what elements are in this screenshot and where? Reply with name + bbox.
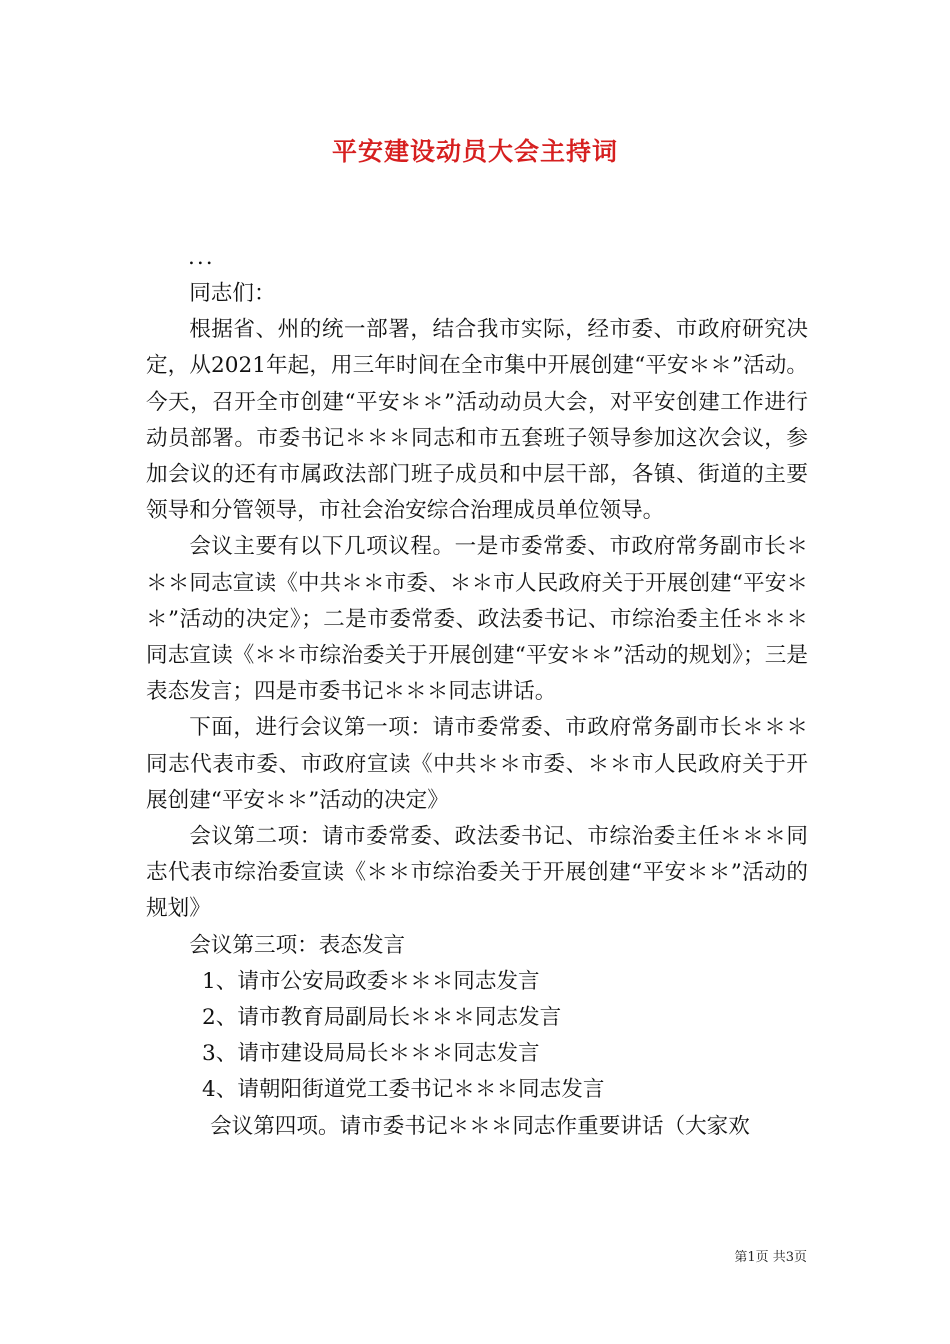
document-title: 平安建设动员大会主持词: [331, 137, 618, 166]
speaker-list-item: 3、请市建设局局长＊＊＊同志发言: [202, 1041, 540, 1067]
speaker-list-item: 4、请朝阳街道党工委书记＊＊＊同志发言: [202, 1077, 605, 1103]
document-body: [146, 240, 808, 1145]
paragraph-item-four: 会议第四项。请市委书记＊＊＊同志作重要讲话（大家欢: [210, 1113, 750, 1139]
paragraph-agenda: 会议主要有以下几项议程。一是市委常委、市政府常务副市长＊＊＊同志宣读《中共＊＊市委、＊＊市人民政府关于开展创建“平安＊＊”活动的决定》；二是市委常委、政法委书记、市综治委主任＊＊＊同志宣读《＊＊市综治委关于开展创建“平安＊＊”活动的规划》；三是表态发言；四是市委书记＊＊＊同志讲话。: [146, 534, 808, 705]
page-indicator: 第1页 共3页: [734, 1250, 807, 1265]
ellipsis-marker: ...: [188, 245, 215, 270]
speaker-list-item: 2、请市教育局副局长＊＊＊同志发言: [202, 1005, 562, 1031]
paragraph-intro: 根据省、州的统一部署，结合我市实际，经市委、市政府研究决定，从2021年起，用三年时间在全市集中开展创建“平安＊＊”活动。今天，召开全市创建“平安＊＊”活动动员大会，对平安创建工作进行动员部署。市委书记＊＊＊同志和市五套班子领导参加这次会议，参加会议的还有市属政法部门班子成员和中层干部，各镇、街道的主要领导和分管领导，市社会治安综合治理成员单位领导。: [146, 317, 808, 524]
speaker-list-item: 1、请市公安局政委＊＊＊同志发言: [202, 968, 540, 994]
paragraph-item-two: 会议第二项：请市委常委、政法委书记、市综治委主任＊＊＊同志代表市综治委宣读《＊＊市综治委关于开展创建“平安＊＊”活动的规划》: [146, 824, 808, 922]
paragraph-item-one: 下面，进行会议第一项：请市委常委、市政府常务副市长＊＊＊同志代表市委、市政府宣读《中共＊＊市委、＊＊市人民政府关于开展创建“平安＊＊”活动的决定》: [146, 715, 808, 813]
paragraph-item-three: 会议第三项：表态发言: [189, 932, 406, 958]
salutation: 同志们：: [189, 281, 276, 306]
